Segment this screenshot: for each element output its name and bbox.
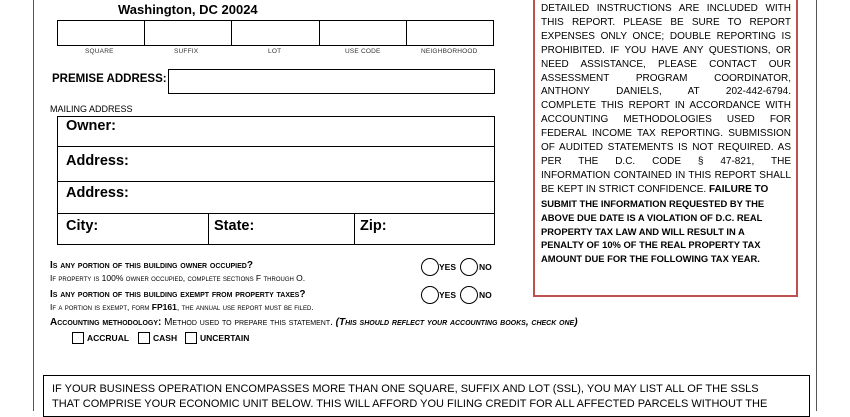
premise-address-label: PREMISE ADDRESS:	[52, 73, 167, 85]
instruction-line-text: BE KEPT IN STRICT CONFIDENCE.	[541, 183, 707, 195]
exempt-no-label: NO	[479, 290, 492, 300]
occupied-no-radio[interactable]	[460, 258, 478, 276]
use-code-field[interactable]	[320, 21, 407, 45]
exempt-subtext	[50, 302, 314, 312]
city-state-divider	[208, 214, 209, 244]
exempt-question: Is any portion of this building exempt from property taxes?	[50, 289, 306, 300]
instruction-line: THIS REPORT. PLEASE BE SURE TO REPORT	[541, 16, 791, 28]
instruction-line: FEDERAL INCOME TAX REPORTING. SUBMISSION	[541, 128, 791, 140]
instruction-line: INFORMATION CONTAINED IN THIS REPORT SHALL	[541, 169, 791, 181]
instructions-text	[541, 2, 791, 266]
address2-field[interactable]	[58, 182, 494, 214]
instruction-line: ASSESSMENT PROGRAM COORDINATOR,	[541, 72, 791, 84]
cash-label: CASH	[153, 333, 178, 343]
instruction-bold-line: PENALTY OF 10% OF THE REAL PROPERTY TAX	[541, 239, 761, 251]
occupied-no-label: NO	[479, 262, 492, 272]
instruction-bold-line: SUBMIT THE INFORMATION REQUESTED BY THE	[541, 197, 765, 209]
instruction-line: ANTHONY DANIELS, AT 202-442-6794.	[541, 86, 791, 98]
accounting-methodology-note: (This should reflect your accounting books, check one)	[335, 317, 578, 328]
owner-field[interactable]	[58, 117, 494, 147]
owner-occupied-subtext: If property is 100% owner occupied, complete sections F through O.	[50, 273, 306, 283]
instruction-line: OF AUDITED STATEMENTS IS NOT REQUIRED. AS	[541, 142, 791, 154]
state-label: State:	[214, 218, 255, 234]
occupied-yes-label: YES	[439, 262, 457, 272]
exempt-yes-radio[interactable]	[421, 286, 439, 304]
exempt-yes-label: YES	[439, 290, 457, 300]
instruction-bold-line: ABOVE DUE DATE IS A VIOLATION OF D.C. REAL	[541, 211, 763, 223]
state-zip-divider	[354, 214, 355, 244]
instruction-bold-lead: FAILURE TO	[709, 183, 769, 195]
ssl-note-line1: IF YOUR BUSINESS OPERATION ENCOMPASSES MORE THAN ONE SQUARE, SUFFIX AND LOT (SSL), YOU MAY LIST ALL OF THE SSLS	[52, 383, 759, 395]
right-frame-line	[816, 0, 817, 411]
ssl-note-text	[52, 382, 802, 412]
instruction-line: NEED ASSISTANCE, PLEASE CONTACT OUR	[541, 58, 791, 70]
suffix-label: SUFFIX	[174, 48, 199, 55]
owner-occupied-question: Is any portion of this building owner occupied?	[50, 260, 253, 271]
exempt-subtext-post: , the annual use report must be filed.	[176, 302, 314, 312]
mailing-address-label: MAILING ADDRESS	[50, 104, 133, 114]
accrual-checkbox[interactable]	[72, 332, 84, 344]
use-code-label: USE CODE	[345, 48, 381, 55]
uncertain-label: UNCERTAIN	[200, 333, 250, 343]
instruction-line: PER THE D.C. CODE § 47-821, THE	[541, 155, 791, 167]
header-city-state-zip: Washington, DC 20024	[118, 2, 258, 17]
instruction-line: EXPENSES ONLY ONCE; DOUBLE REPORTING IS	[541, 30, 791, 42]
instruction-bold-line: AMOUNT DUE FOR THE FOLLOWING TAX YEAR.	[541, 253, 760, 265]
instruction-line: PROHIBITED. IF YOU HAVE ANY QUESTIONS, OR	[541, 44, 791, 56]
neighborhood-label: NEIGHBORHOOD	[421, 48, 478, 55]
uncertain-checkbox[interactable]	[185, 332, 197, 344]
exempt-subtext-pre: If a portion is exempt, form	[50, 302, 152, 312]
lot-field[interactable]	[232, 21, 319, 45]
mailing-address-block	[57, 116, 495, 245]
left-frame-line	[33, 0, 34, 411]
instruction-line	[541, 183, 791, 197]
owner-label: Owner:	[66, 118, 116, 134]
premise-address-field[interactable]	[168, 69, 495, 94]
cash-checkbox[interactable]	[138, 332, 150, 344]
address1-label: Address:	[66, 153, 129, 169]
occupied-yes-radio[interactable]	[421, 258, 439, 276]
square-field[interactable]	[58, 21, 145, 45]
instruction-bold-line: PROPERTY TAX LAW AND WILL RESULT IN A	[541, 225, 745, 237]
instruction-line: DETAILED INSTRUCTIONS ARE INCLUDED WITH	[541, 3, 791, 14]
ssl-note-line2: THAT COMPRISE YOUR ECONOMIC UNIT BELOW. THIS WILL AFFORD YOU FILING CREDIT FOR ALL AFFECTED PARCELS WITHOUT THE	[52, 398, 768, 410]
accrual-label: ACCRUAL	[87, 333, 130, 343]
neighborhood-field[interactable]	[407, 21, 493, 45]
city-label: City:	[66, 218, 99, 234]
accounting-methodology-text: Method used to prepare this statement.	[161, 317, 336, 328]
accounting-methodology-line	[50, 317, 578, 328]
accounting-methodology-label: Accounting methodology:	[50, 317, 162, 328]
lot-label: LOT	[268, 48, 282, 55]
square-label: SQUARE	[85, 48, 114, 55]
exempt-form-number: FP161	[151, 302, 177, 312]
address2-label: Address:	[66, 185, 129, 201]
instruction-line: COMPLETE THIS REPORT IN ACCORDANCE WITH	[541, 100, 791, 112]
suffix-field[interactable]	[145, 21, 232, 45]
address1-field[interactable]	[58, 147, 494, 182]
ssl-fields	[57, 20, 494, 46]
zip-label: Zip:	[360, 218, 387, 234]
instruction-line: ACCOUNTING METHODOLOGIES USED FOR	[541, 114, 791, 126]
exempt-no-radio[interactable]	[460, 286, 478, 304]
